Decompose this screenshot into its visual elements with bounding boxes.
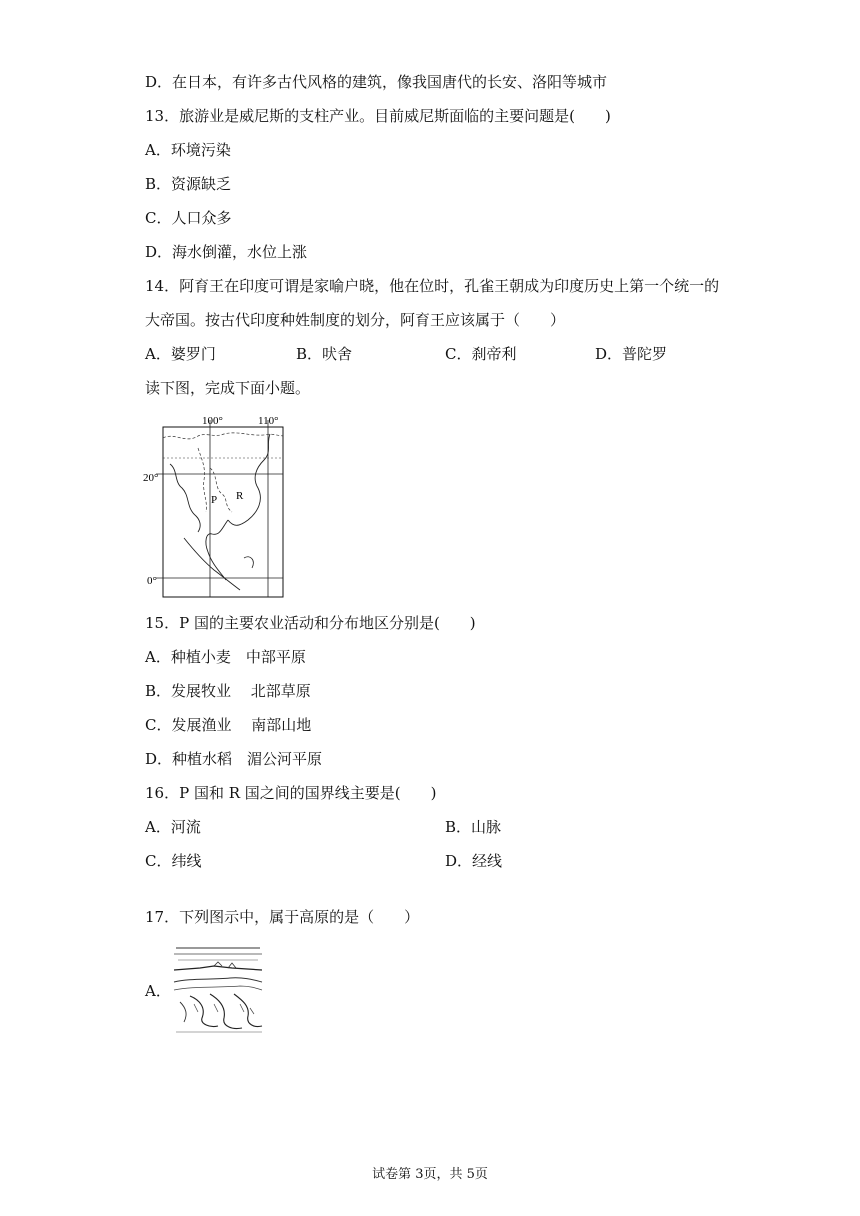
question-16: 16．P 国和 R 国之间的国界线主要是( ) (145, 784, 437, 802)
page-footer: 试卷第 3页，共 5页 (372, 1167, 488, 1182)
country-label-p: P (211, 494, 218, 506)
q16-option-a: A．河流 (145, 818, 201, 836)
question-14-line-1: 14．阿育王在印度可谓是家喻户晓，他在位时，孔雀王朝成为印度历史上第一个统一的 (145, 277, 720, 295)
map-frame (163, 427, 283, 597)
q14-option-d: D．普陀罗 (595, 345, 668, 363)
country-label-r: R (236, 490, 244, 502)
latitude-label-0: 0° (147, 575, 157, 587)
q13-option-a: A．环境污染 (145, 141, 231, 159)
q16-option-c: C．纬线 (145, 852, 202, 870)
island-outline (244, 557, 253, 568)
northern-border (163, 433, 283, 439)
east-coastline (228, 434, 270, 525)
sumatra-coastline (184, 538, 240, 590)
q12-option-d: D．在日本，有许多古代风格的建筑，像我国唐代的长安、洛阳等城市 (145, 73, 608, 91)
southeast-asia-map (140, 408, 290, 602)
q14-option-b: B．吠舍 (296, 345, 353, 363)
q16-option-d: D．经线 (445, 852, 503, 870)
read-instruction: 读下图，完成下面小题。 (145, 379, 311, 397)
q15-option-b: B．发展牧业 北部草原 (145, 682, 311, 700)
longitude-label-110: 110° (258, 415, 279, 427)
q14-option-c: C．刹帝利 (445, 345, 517, 363)
q15-option-c: C．发展渔业 南部山地 (145, 716, 312, 734)
q13-option-c: C．人口众多 (145, 209, 232, 227)
western-border (198, 448, 206, 512)
plateau-sketch-image (170, 942, 268, 1038)
q16-option-b: B．山脉 (445, 818, 502, 836)
question-15: 15．P 国的主要农业活动和分布地区分别是( ) (145, 614, 476, 632)
peninsula-coastline (206, 520, 228, 580)
q17-option-a-label: A． (145, 982, 171, 1000)
q15-option-a: A．种植小麦 中部平原 (145, 648, 306, 666)
q15-option-d: D．种植水稻 湄公河平原 (145, 750, 323, 768)
q13-option-b: B．资源缺乏 (145, 175, 232, 193)
question-17: 17．下列图示中，属于高原的是（ ） (145, 908, 420, 926)
longitude-label-100: 100° (202, 415, 223, 427)
q14-option-a: A．婆罗门 (145, 345, 216, 363)
question-13: 13．旅游业是威尼斯的支柱产业。目前威尼斯面临的主要问题是( ) (145, 107, 611, 125)
q13-option-d: D．海水倒灌，水位上涨 (145, 243, 308, 261)
question-14-line-2: 大帝国。按古代印度种姓制度的划分，阿育王应该属于（ ） (145, 311, 566, 329)
latitude-label-20: 20° (143, 472, 159, 484)
